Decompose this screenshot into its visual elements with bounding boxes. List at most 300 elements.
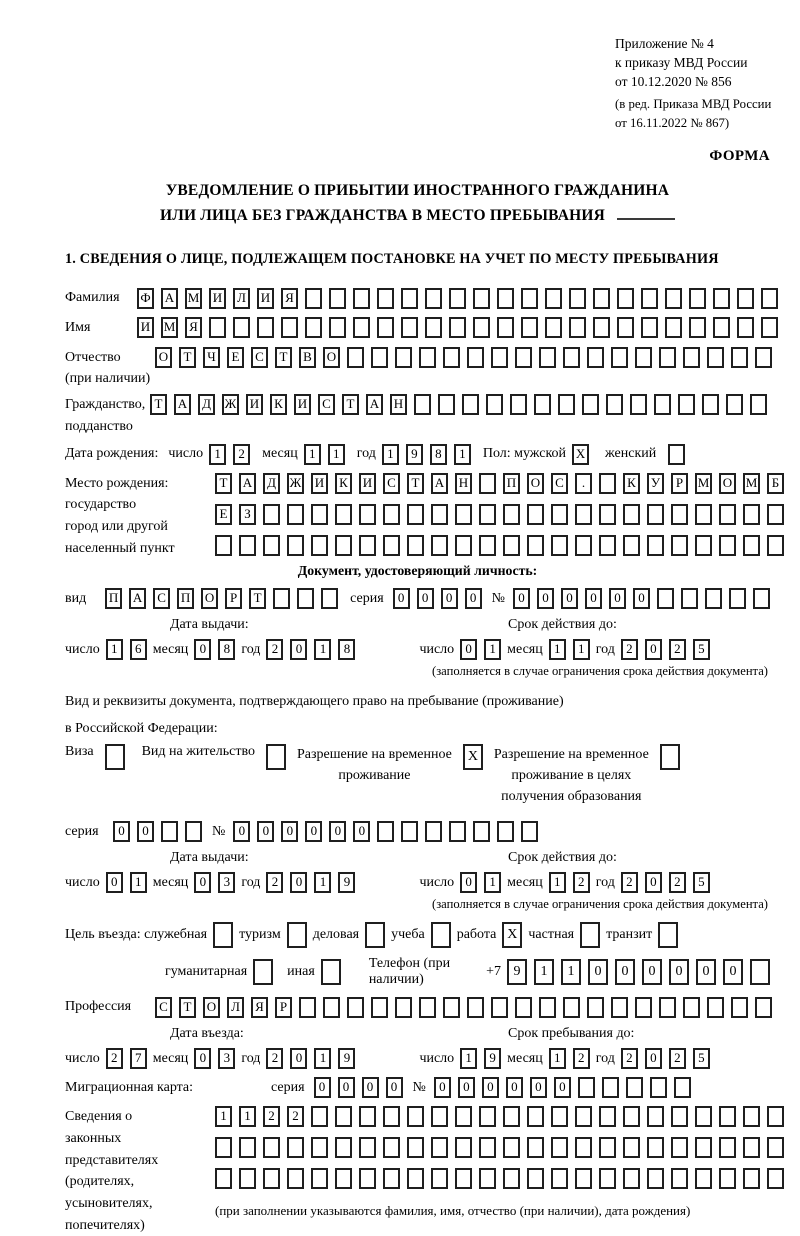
char-cell[interactable] <box>371 347 388 368</box>
char-cell[interactable]: 0 <box>386 1077 403 1098</box>
char-cell[interactable] <box>377 288 394 309</box>
char-cell[interactable] <box>582 394 599 415</box>
char-cell[interactable]: Л <box>233 288 250 309</box>
char-cell[interactable]: 0 <box>362 1077 379 1098</box>
char-cell[interactable]: 5 <box>693 872 710 893</box>
char-cell[interactable] <box>443 347 460 368</box>
char-cell[interactable] <box>563 997 580 1018</box>
char-cell[interactable] <box>575 1168 592 1189</box>
char-cell[interactable] <box>695 535 712 556</box>
char-cell[interactable] <box>335 1168 352 1189</box>
char-cell[interactable] <box>239 535 256 556</box>
char-cell[interactable] <box>431 504 448 525</box>
char-cell[interactable]: 1 <box>314 1048 331 1069</box>
char-cell[interactable] <box>407 535 424 556</box>
char-cell[interactable]: 1 <box>382 444 399 465</box>
char-cell[interactable] <box>569 288 586 309</box>
char-cell[interactable] <box>713 288 730 309</box>
char-cell[interactable] <box>425 821 442 842</box>
char-cell[interactable] <box>287 922 307 948</box>
char-cell[interactable] <box>719 535 736 556</box>
char-cell[interactable]: Р <box>225 588 242 609</box>
char-cell[interactable]: 0 <box>290 1048 307 1069</box>
char-cell[interactable] <box>599 473 616 494</box>
char-cell[interactable] <box>383 1137 400 1158</box>
char-cell[interactable] <box>263 504 280 525</box>
char-cell[interactable]: 0 <box>645 1048 662 1069</box>
char-cell[interactable] <box>347 347 364 368</box>
char-cell[interactable] <box>671 1137 688 1158</box>
char-cell[interactable]: О <box>719 473 736 494</box>
char-cell[interactable]: 2 <box>573 1048 590 1069</box>
char-cell[interactable] <box>575 535 592 556</box>
char-cell[interactable]: 7 <box>130 1048 147 1069</box>
char-cell[interactable]: О <box>323 347 340 368</box>
char-cell[interactable]: 0 <box>281 821 298 842</box>
char-cell[interactable] <box>539 997 556 1018</box>
char-cell[interactable] <box>287 504 304 525</box>
char-cell[interactable]: 2 <box>263 1106 280 1127</box>
char-cell[interactable]: 0 <box>194 872 211 893</box>
char-cell[interactable] <box>707 347 724 368</box>
char-cell[interactable] <box>671 535 688 556</box>
char-cell[interactable]: 0 <box>338 1077 355 1098</box>
char-cell[interactable] <box>611 997 628 1018</box>
char-cell[interactable]: 0 <box>194 639 211 660</box>
residence-permit-checkbox[interactable] <box>266 744 286 770</box>
char-cell[interactable] <box>503 504 520 525</box>
char-cell[interactable]: М <box>695 473 712 494</box>
char-cell[interactable]: 0 <box>633 588 650 609</box>
char-cell[interactable] <box>569 317 586 338</box>
char-cell[interactable] <box>737 317 754 338</box>
permit-valid-day-input[interactable] <box>460 872 501 893</box>
char-cell[interactable] <box>383 1168 400 1189</box>
char-cell[interactable]: 1 <box>328 444 345 465</box>
char-cell[interactable] <box>425 288 442 309</box>
char-cell[interactable] <box>563 347 580 368</box>
char-cell[interactable] <box>695 504 712 525</box>
char-cell[interactable]: 2 <box>266 639 283 660</box>
char-cell[interactable] <box>473 821 490 842</box>
char-cell[interactable] <box>750 394 767 415</box>
char-cell[interactable] <box>527 1168 544 1189</box>
char-cell[interactable]: 0 <box>314 1077 331 1098</box>
char-cell[interactable] <box>659 347 676 368</box>
char-cell[interactable] <box>617 288 634 309</box>
char-cell[interactable]: Б <box>767 473 784 494</box>
char-cell[interactable]: 0 <box>609 588 626 609</box>
char-cell[interactable]: Ж <box>222 394 239 415</box>
char-cell[interactable] <box>455 1106 472 1127</box>
char-cell[interactable] <box>479 1106 496 1127</box>
char-cell[interactable]: Т <box>179 997 196 1018</box>
edu-permit-checkbox[interactable] <box>660 744 680 770</box>
doc-kind-input[interactable] <box>105 588 338 609</box>
char-cell[interactable]: А <box>161 288 178 309</box>
char-cell[interactable]: С <box>551 473 568 494</box>
char-cell[interactable]: 0 <box>353 821 370 842</box>
permit-series-input[interactable] <box>113 821 202 842</box>
char-cell[interactable] <box>551 504 568 525</box>
char-cell[interactable]: 0 <box>393 588 410 609</box>
permit-number-input[interactable] <box>233 821 538 842</box>
char-cell[interactable] <box>467 997 484 1018</box>
char-cell[interactable] <box>521 317 538 338</box>
char-cell[interactable] <box>371 997 388 1018</box>
char-cell[interactable] <box>359 504 376 525</box>
char-cell[interactable]: 0 <box>513 588 530 609</box>
char-cell[interactable]: 0 <box>233 821 250 842</box>
char-cell[interactable]: 2 <box>266 1048 283 1069</box>
char-cell[interactable]: 0 <box>441 588 458 609</box>
char-cell[interactable] <box>743 1168 760 1189</box>
char-cell[interactable] <box>515 997 532 1018</box>
char-cell[interactable] <box>641 317 658 338</box>
char-cell[interactable]: 1 <box>549 639 566 660</box>
char-cell[interactable] <box>602 1077 619 1098</box>
char-cell[interactable]: 8 <box>338 639 355 660</box>
char-cell[interactable] <box>767 1168 784 1189</box>
char-cell[interactable]: И <box>311 473 328 494</box>
char-cell[interactable]: X <box>463 744 483 770</box>
char-cell[interactable]: 2 <box>669 639 686 660</box>
char-cell[interactable]: Т <box>342 394 359 415</box>
char-cell[interactable] <box>455 1137 472 1158</box>
char-cell[interactable] <box>630 394 647 415</box>
char-cell[interactable] <box>719 504 736 525</box>
char-cell[interactable]: 0 <box>615 959 635 985</box>
char-cell[interactable]: Р <box>671 473 688 494</box>
char-cell[interactable]: 0 <box>537 588 554 609</box>
char-cell[interactable]: 5 <box>693 1048 710 1069</box>
char-cell[interactable]: 9 <box>338 872 355 893</box>
char-cell[interactable] <box>654 394 671 415</box>
char-cell[interactable] <box>233 317 250 338</box>
char-cell[interactable]: 0 <box>417 588 434 609</box>
char-cell[interactable] <box>587 347 604 368</box>
char-cell[interactable] <box>438 394 455 415</box>
char-cell[interactable]: 0 <box>113 821 130 842</box>
char-cell[interactable] <box>407 1168 424 1189</box>
char-cell[interactable]: И <box>294 394 311 415</box>
char-cell[interactable] <box>431 1106 448 1127</box>
char-cell[interactable]: Т <box>407 473 424 494</box>
char-cell[interactable] <box>539 347 556 368</box>
char-cell[interactable] <box>383 535 400 556</box>
char-cell[interactable]: 0 <box>530 1077 547 1098</box>
purpose-tourism-checkbox[interactable] <box>287 922 307 948</box>
char-cell[interactable] <box>467 347 484 368</box>
char-cell[interactable] <box>311 1168 328 1189</box>
char-cell[interactable] <box>431 922 451 948</box>
char-cell[interactable]: О <box>201 588 218 609</box>
char-cell[interactable]: И <box>246 394 263 415</box>
char-cell[interactable] <box>650 1077 667 1098</box>
char-cell[interactable] <box>347 997 364 1018</box>
char-cell[interactable]: . <box>575 473 592 494</box>
char-cell[interactable] <box>479 473 496 494</box>
doc-issue-year-input[interactable] <box>266 639 355 660</box>
char-cell[interactable]: 1 <box>209 444 226 465</box>
char-cell[interactable] <box>713 317 730 338</box>
char-cell[interactable]: К <box>335 473 352 494</box>
char-cell[interactable]: Т <box>215 473 232 494</box>
char-cell[interactable]: 3 <box>218 872 235 893</box>
char-cell[interactable] <box>761 288 778 309</box>
char-cell[interactable] <box>401 288 418 309</box>
char-cell[interactable]: А <box>431 473 448 494</box>
char-cell[interactable]: 1 <box>549 872 566 893</box>
birth-year-input[interactable] <box>382 444 471 465</box>
char-cell[interactable]: Р <box>275 997 292 1018</box>
char-cell[interactable]: 2 <box>669 1048 686 1069</box>
migration-number-input[interactable] <box>434 1077 691 1098</box>
char-cell[interactable] <box>281 317 298 338</box>
char-cell[interactable]: X <box>502 922 522 948</box>
char-cell[interactable] <box>551 1168 568 1189</box>
char-cell[interactable] <box>623 1168 640 1189</box>
stay-year-input[interactable] <box>621 1048 710 1069</box>
char-cell[interactable]: 2 <box>621 1048 638 1069</box>
birth-month-input[interactable] <box>304 444 345 465</box>
char-cell[interactable] <box>353 317 370 338</box>
entry-year-input[interactable] <box>266 1048 355 1069</box>
char-cell[interactable]: М <box>743 473 760 494</box>
char-cell[interactable] <box>647 504 664 525</box>
permit-issue-year-input[interactable] <box>266 872 355 893</box>
char-cell[interactable]: 1 <box>460 1048 477 1069</box>
doc-valid-month-input[interactable] <box>549 639 590 660</box>
char-cell[interactable] <box>719 1106 736 1127</box>
char-cell[interactable]: С <box>251 347 268 368</box>
char-cell[interactable] <box>503 535 520 556</box>
char-cell[interactable]: 0 <box>329 821 346 842</box>
char-cell[interactable] <box>503 1137 520 1158</box>
char-cell[interactable]: Т <box>275 347 292 368</box>
char-cell[interactable] <box>599 1137 616 1158</box>
char-cell[interactable] <box>407 1106 424 1127</box>
char-cell[interactable] <box>575 504 592 525</box>
char-cell[interactable]: 1 <box>215 1106 232 1127</box>
char-cell[interactable] <box>545 317 562 338</box>
char-cell[interactable]: 8 <box>218 639 235 660</box>
char-cell[interactable]: 2 <box>621 639 638 660</box>
char-cell[interactable] <box>659 997 676 1018</box>
char-cell[interactable] <box>657 588 674 609</box>
char-cell[interactable] <box>329 288 346 309</box>
char-cell[interactable] <box>521 288 538 309</box>
char-cell[interactable] <box>719 1137 736 1158</box>
char-cell[interactable] <box>681 588 698 609</box>
char-cell[interactable] <box>743 504 760 525</box>
char-cell[interactable] <box>239 1168 256 1189</box>
char-cell[interactable]: 0 <box>137 821 154 842</box>
char-cell[interactable] <box>755 347 772 368</box>
char-cell[interactable] <box>419 347 436 368</box>
char-cell[interactable] <box>263 535 280 556</box>
permit-issue-month-input[interactable] <box>194 872 235 893</box>
char-cell[interactable] <box>407 1137 424 1158</box>
char-cell[interactable] <box>407 504 424 525</box>
char-cell[interactable]: 0 <box>723 959 743 985</box>
char-cell[interactable]: 0 <box>561 588 578 609</box>
char-cell[interactable] <box>185 821 202 842</box>
citizenship-input[interactable] <box>150 394 767 415</box>
char-cell[interactable] <box>161 821 178 842</box>
purpose-transit-checkbox[interactable] <box>658 922 678 948</box>
char-cell[interactable] <box>479 1168 496 1189</box>
char-cell[interactable]: Я <box>251 997 268 1018</box>
char-cell[interactable] <box>431 1168 448 1189</box>
char-cell[interactable] <box>702 394 719 415</box>
char-cell[interactable] <box>753 588 770 609</box>
char-cell[interactable]: 2 <box>573 872 590 893</box>
char-cell[interactable]: И <box>137 317 154 338</box>
char-cell[interactable] <box>491 997 508 1018</box>
char-cell[interactable] <box>683 997 700 1018</box>
char-cell[interactable] <box>626 1077 643 1098</box>
char-cell[interactable] <box>401 317 418 338</box>
purpose-work-checkbox[interactable] <box>502 922 522 948</box>
char-cell[interactable]: 1 <box>484 872 501 893</box>
birth-day-input[interactable] <box>209 444 250 465</box>
char-cell[interactable]: 3 <box>218 1048 235 1069</box>
name-input[interactable] <box>137 317 778 338</box>
char-cell[interactable] <box>534 394 551 415</box>
char-cell[interactable] <box>383 504 400 525</box>
char-cell[interactable]: 1 <box>484 639 501 660</box>
char-cell[interactable] <box>575 1106 592 1127</box>
char-cell[interactable] <box>527 1106 544 1127</box>
char-cell[interactable]: 6 <box>130 639 147 660</box>
char-cell[interactable]: 1 <box>304 444 321 465</box>
char-cell[interactable]: 2 <box>266 872 283 893</box>
char-cell[interactable]: И <box>257 288 274 309</box>
char-cell[interactable] <box>311 535 328 556</box>
char-cell[interactable] <box>401 821 418 842</box>
char-cell[interactable] <box>455 504 472 525</box>
char-cell[interactable] <box>311 1137 328 1158</box>
char-cell[interactable] <box>479 535 496 556</box>
char-cell[interactable] <box>755 997 772 1018</box>
sex-male-checkbox[interactable] <box>572 444 589 465</box>
birth-place-input-row3[interactable] <box>215 535 784 556</box>
char-cell[interactable] <box>674 1077 691 1098</box>
patronymic-input[interactable] <box>155 347 772 368</box>
char-cell[interactable] <box>323 997 340 1018</box>
char-cell[interactable] <box>767 504 784 525</box>
char-cell[interactable] <box>617 317 634 338</box>
char-cell[interactable]: 9 <box>484 1048 501 1069</box>
char-cell[interactable] <box>239 1137 256 1158</box>
char-cell[interactable]: 2 <box>669 872 686 893</box>
profession-input[interactable] <box>155 997 772 1018</box>
char-cell[interactable]: 2 <box>621 872 638 893</box>
visa-checkbox[interactable] <box>105 744 125 770</box>
char-cell[interactable]: 0 <box>305 821 322 842</box>
char-cell[interactable] <box>545 288 562 309</box>
char-cell[interactable] <box>449 821 466 842</box>
char-cell[interactable]: Т <box>249 588 266 609</box>
char-cell[interactable] <box>486 394 503 415</box>
char-cell[interactable]: Д <box>263 473 280 494</box>
char-cell[interactable]: К <box>623 473 640 494</box>
phone-input[interactable] <box>507 959 770 985</box>
char-cell[interactable] <box>623 1106 640 1127</box>
char-cell[interactable] <box>623 535 640 556</box>
char-cell[interactable]: С <box>318 394 335 415</box>
char-cell[interactable] <box>503 1168 520 1189</box>
char-cell[interactable] <box>671 504 688 525</box>
char-cell[interactable] <box>449 317 466 338</box>
char-cell[interactable]: 9 <box>406 444 423 465</box>
char-cell[interactable]: 0 <box>482 1077 499 1098</box>
char-cell[interactable]: 1 <box>314 872 331 893</box>
char-cell[interactable]: С <box>153 588 170 609</box>
char-cell[interactable] <box>473 288 490 309</box>
char-cell[interactable] <box>623 1137 640 1158</box>
char-cell[interactable] <box>635 997 652 1018</box>
char-cell[interactable]: Н <box>455 473 472 494</box>
char-cell[interactable] <box>575 1137 592 1158</box>
doc-issue-month-input[interactable] <box>194 639 235 660</box>
char-cell[interactable] <box>395 347 412 368</box>
char-cell[interactable]: 9 <box>507 959 527 985</box>
char-cell[interactable] <box>311 504 328 525</box>
char-cell[interactable] <box>443 997 460 1018</box>
char-cell[interactable] <box>253 959 273 985</box>
char-cell[interactable]: У <box>647 473 664 494</box>
char-cell[interactable]: О <box>203 997 220 1018</box>
char-cell[interactable] <box>689 317 706 338</box>
char-cell[interactable]: 1 <box>549 1048 566 1069</box>
char-cell[interactable]: Е <box>227 347 244 368</box>
char-cell[interactable] <box>767 535 784 556</box>
char-cell[interactable]: X <box>572 444 589 465</box>
char-cell[interactable] <box>455 1168 472 1189</box>
purpose-private-checkbox[interactable] <box>580 922 600 948</box>
char-cell[interactable] <box>671 1106 688 1127</box>
doc-issue-day-input[interactable] <box>106 639 147 660</box>
char-cell[interactable] <box>729 588 746 609</box>
char-cell[interactable] <box>599 535 616 556</box>
sex-female-checkbox[interactable] <box>668 444 685 465</box>
char-cell[interactable] <box>383 1106 400 1127</box>
char-cell[interactable] <box>365 922 385 948</box>
char-cell[interactable] <box>593 317 610 338</box>
char-cell[interactable] <box>273 588 290 609</box>
char-cell[interactable]: 0 <box>460 639 477 660</box>
char-cell[interactable] <box>635 347 652 368</box>
char-cell[interactable]: 2 <box>106 1048 123 1069</box>
char-cell[interactable]: 0 <box>585 588 602 609</box>
char-cell[interactable] <box>473 317 490 338</box>
char-cell[interactable]: 0 <box>669 959 689 985</box>
char-cell[interactable] <box>287 535 304 556</box>
char-cell[interactable] <box>491 347 508 368</box>
migration-series-input[interactable] <box>314 1077 403 1098</box>
char-cell[interactable]: Т <box>150 394 167 415</box>
char-cell[interactable]: 0 <box>257 821 274 842</box>
char-cell[interactable]: В <box>299 347 316 368</box>
char-cell[interactable]: 2 <box>287 1106 304 1127</box>
char-cell[interactable]: З <box>239 504 256 525</box>
char-cell[interactable] <box>215 1168 232 1189</box>
char-cell[interactable] <box>503 1106 520 1127</box>
char-cell[interactable]: О <box>155 347 172 368</box>
char-cell[interactable] <box>321 588 338 609</box>
